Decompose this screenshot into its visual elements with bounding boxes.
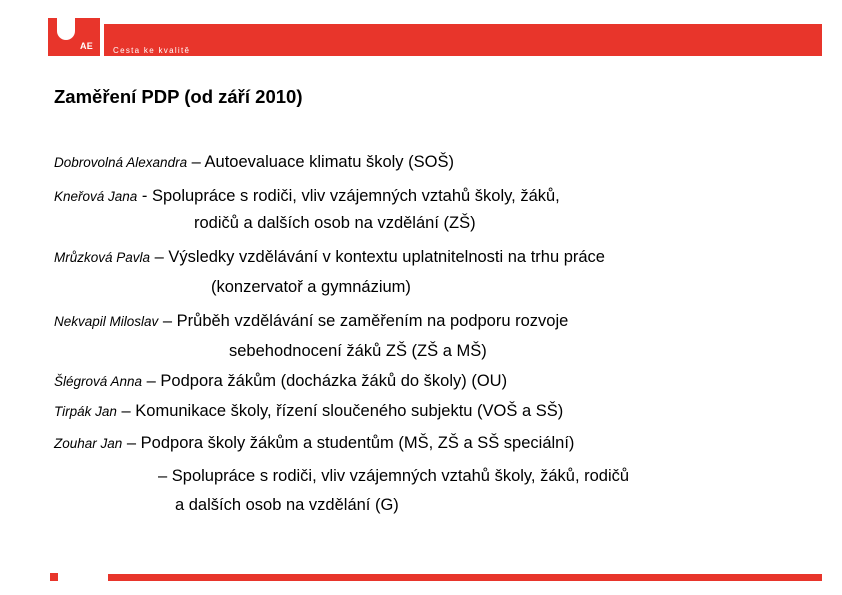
logo-letters: AE: [80, 41, 93, 51]
entry-separator: -: [137, 187, 152, 205]
entry-author: Dobrovolná Alexandra: [54, 155, 188, 170]
entry-author: Kneřová Jana: [54, 189, 138, 204]
entry-line: [54, 402, 563, 421]
slide-title: Zaměření PDP (od září 2010): [54, 86, 303, 107]
entry-line: [54, 187, 560, 206]
entry-separator: –: [150, 248, 169, 266]
entry-line: [54, 248, 605, 267]
entry-topic: Autoevaluace klimatu školy (SOŠ): [204, 153, 454, 171]
entry-topic: Průběh vzdělávání se zaměřením na podporu rozvoje: [176, 312, 569, 330]
entry-topic: Podpora školy žákům a studentům (MŠ, ZŠ a SŠ speciální): [140, 434, 575, 452]
entry-line: [54, 312, 568, 331]
entry-continuation: – Spolupráce s rodiči, vliv vzájemných vztahů školy, žáků, rodičů: [158, 467, 630, 485]
entry-continuation: rodičů a dalších osob na vzdělání (ZŠ): [194, 214, 476, 232]
entry-continuation: a dalších osob na vzdělání (G): [175, 496, 399, 514]
footer-bar: [108, 574, 822, 581]
entry-line: [54, 434, 574, 453]
entry-topic: Spolupráce s rodiči, vliv vzájemných vztahů školy, žáků,: [151, 187, 560, 205]
entry-separator: –: [158, 312, 177, 330]
entry-author: Šlégrová Anna: [54, 374, 143, 389]
entry-line: [54, 153, 454, 172]
footer-square: [50, 573, 58, 581]
entry-author: Tirpák Jan: [54, 404, 117, 419]
entry-topic: Komunikace školy, řízení sloučeného subjektu (VOŠ a SŠ): [135, 402, 564, 420]
entry-topic: Výsledky vzdělávání v kontextu uplatnitelnosti na trhu práce: [168, 248, 605, 266]
entry-separator: –: [122, 434, 141, 452]
entry-separator: –: [116, 402, 136, 420]
entry-continuation: sebehodnocení žáků ZŠ (ZŠ a MŠ): [229, 342, 487, 360]
entry-separator: –: [142, 372, 161, 390]
logo-mark: [57, 18, 75, 40]
entry-author: Nekvapil Miloslav: [54, 314, 159, 329]
header-bar: [104, 24, 822, 56]
entry-author: Mrůzková Pavla: [54, 250, 151, 265]
tagline: Cesta ke kvalitě: [113, 46, 191, 55]
entry-separator: –: [187, 153, 205, 171]
entry-author: Zouhar Jan: [54, 436, 123, 451]
entry-continuation: (konzervatoř a gymnázium): [211, 278, 411, 296]
entry-line: [54, 372, 507, 391]
entry-topic: Podpora žákům (docházka žáků do školy) (OU): [160, 372, 508, 390]
